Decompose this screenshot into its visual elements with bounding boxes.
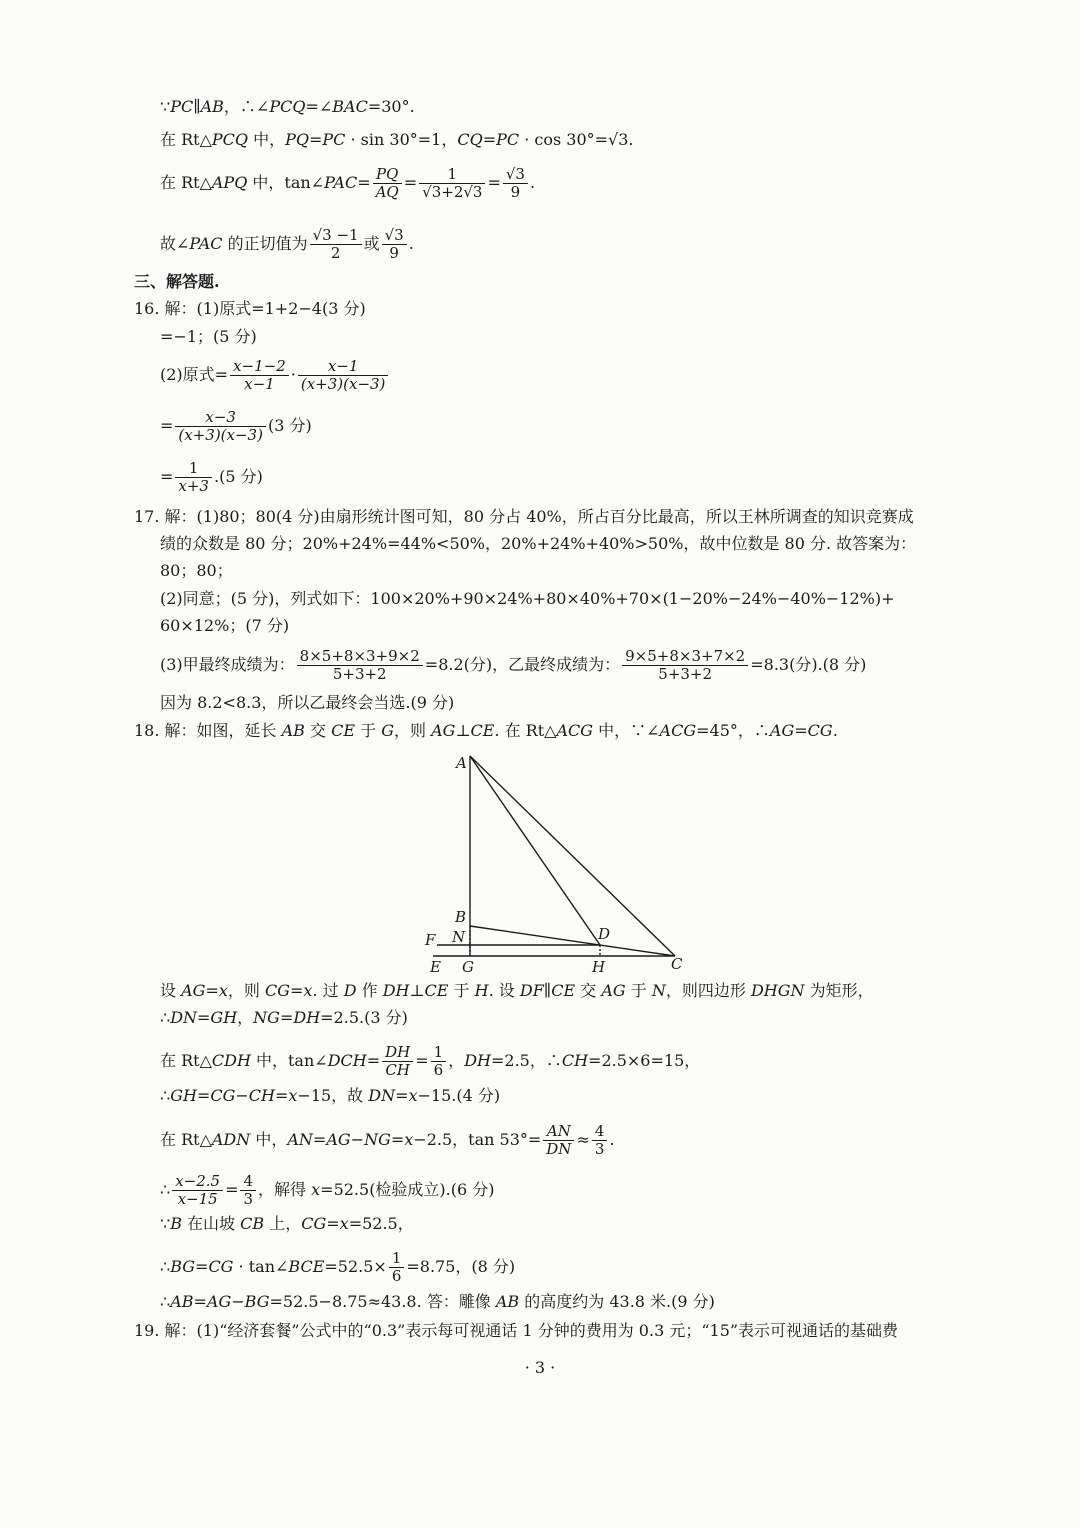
fraction	[431, 1044, 447, 1079]
text: CE	[331, 721, 356, 740]
text: ，则	[227, 981, 265, 1000]
text: AB	[281, 721, 305, 740]
denominator: 3	[594, 1140, 605, 1158]
text: =	[482, 130, 497, 149]
fraction	[419, 166, 485, 201]
text-line	[160, 227, 414, 262]
text: B	[170, 1214, 182, 1233]
text: =8.75，(8 分)	[406, 1257, 516, 1276]
denominator: 6	[391, 1267, 402, 1285]
numerator: 8×5+8×3+9×2	[297, 648, 423, 666]
text: =	[312, 1130, 327, 1149]
text: =	[225, 1180, 239, 1199]
fraction	[382, 1044, 413, 1079]
text: =52.5−8.75≈43.8. 答：雕像	[269, 1292, 496, 1311]
text: AB	[170, 1292, 194, 1311]
text: 的正切值为	[222, 234, 308, 253]
text: .	[832, 721, 838, 740]
text: =8.3(分).(8 分)	[750, 655, 867, 674]
text: · cos 30°=√3.	[519, 130, 634, 149]
denominator: CH	[385, 1061, 410, 1079]
text: 于	[448, 981, 475, 1000]
text: 作	[356, 981, 383, 1000]
numerator: AN	[543, 1123, 574, 1141]
text: ，解得	[258, 1180, 312, 1199]
text: ∴	[160, 1292, 171, 1311]
text: 故∠	[160, 234, 190, 253]
denominator: (x+3)(x−3)	[178, 426, 263, 444]
text-line: 16. 解：(1)原式=1+2−4(3 分)	[134, 299, 366, 318]
text: 交	[575, 981, 602, 1000]
geometry-figure	[415, 748, 695, 980]
text: ∴	[160, 1086, 171, 1105]
text: CG	[208, 1257, 234, 1276]
text: =	[205, 981, 219, 1000]
text: CQ	[457, 130, 483, 149]
numerator: 1	[389, 1250, 405, 1268]
text: G	[381, 721, 395, 740]
text: =	[403, 173, 418, 192]
text: =52.5×	[324, 1257, 387, 1276]
text: 中，tan∠	[250, 1051, 328, 1070]
text: ，∴∠	[223, 97, 270, 116]
text-line: 80；80；	[160, 561, 233, 580]
text: 上，	[264, 1214, 302, 1233]
denominator: x−1	[244, 375, 275, 393]
numerator: 9×5+8×3+7×2	[622, 648, 748, 666]
text: 在山坡	[181, 1214, 241, 1233]
numerator: 4	[240, 1173, 256, 1191]
fraction	[240, 1173, 256, 1208]
text: 于	[355, 721, 382, 740]
text: ·	[290, 365, 296, 384]
text: x	[404, 1130, 414, 1149]
text: DH	[464, 1051, 491, 1070]
label-G: G	[462, 958, 474, 976]
text: DF∥CE	[519, 981, 576, 1000]
denominator: 5+3+2	[332, 665, 387, 683]
text: AG	[206, 1292, 232, 1311]
text: (3 分)	[267, 416, 312, 435]
numerator: DH	[382, 1044, 413, 1062]
label-N: N	[452, 928, 466, 946]
text-line	[160, 980, 874, 1002]
page-number: · 3 ·	[524, 1358, 556, 1377]
text: =2.5，∴	[490, 1051, 562, 1070]
denominator: 3	[243, 1190, 254, 1208]
text: =	[794, 721, 808, 740]
text: ∴	[160, 1180, 171, 1199]
text: .	[529, 173, 536, 192]
text: AG	[326, 1130, 351, 1149]
text: .	[408, 234, 414, 253]
text: =	[160, 416, 174, 435]
text-line: 60×12%；(7 分)	[160, 616, 290, 635]
text: PCQ	[211, 130, 248, 149]
text: (2)原式=	[160, 365, 229, 384]
denominator: 9	[389, 244, 399, 262]
text: DN	[170, 1008, 198, 1027]
fraction	[175, 460, 212, 495]
text-line: 17. 解：(1)80；80(4 分)由扇形统计图可知，80 分占 40%，所占百分比最高，所以王林所调查的知识竞赛成	[134, 507, 914, 526]
text-line	[160, 1123, 614, 1158]
text: CG	[807, 721, 833, 740]
text: ∵	[160, 97, 171, 116]
denominator: (x+3)(x−3)	[300, 375, 386, 393]
label-D: D	[598, 925, 611, 943]
text: +2√3	[441, 183, 483, 201]
numerator: x−2.5	[172, 1173, 223, 1191]
text: =45°，∴	[696, 721, 770, 740]
text: DN	[368, 1086, 396, 1105]
text: ∴	[160, 1257, 171, 1276]
text: CB	[240, 1214, 265, 1233]
text: DHGN	[750, 981, 805, 1000]
text: −15.(4 分)	[417, 1086, 501, 1105]
text: CH	[248, 1086, 275, 1105]
text: =	[193, 1292, 207, 1311]
numerator: √3 −1	[310, 227, 362, 245]
text: x	[288, 1086, 298, 1105]
text: =	[160, 467, 174, 486]
numerator: √3	[503, 166, 528, 184]
text-line	[160, 1213, 414, 1235]
text-line	[160, 648, 866, 683]
text: x	[218, 981, 228, 1000]
text: PAC	[189, 234, 223, 253]
text: =	[196, 1086, 211, 1105]
fraction	[382, 227, 407, 262]
text: 18. 解：如图，延长	[134, 721, 282, 740]
text: 交	[304, 721, 332, 740]
numerator: 4	[592, 1123, 608, 1141]
text: 在 Rt△	[160, 173, 212, 192]
text-line: 绩的众数是 80 分；20%+24%=44%<50%，20%+24%+40%>50%，故中位数是 80 分. 故答案为：	[160, 534, 917, 553]
denominator: 2	[330, 244, 341, 262]
text: PCQ	[269, 97, 306, 116]
text: CG	[264, 981, 290, 1000]
text: . 在 Rt△	[494, 721, 557, 740]
segment-AC	[470, 756, 675, 956]
numerator: √3	[382, 227, 407, 245]
text: 或	[363, 234, 380, 253]
text: =	[290, 981, 304, 1000]
text: =2.5×6=15，	[588, 1051, 701, 1070]
text: =2.5.(3 分)	[320, 1008, 408, 1027]
text: .(5 分)	[213, 467, 263, 486]
denominator: AQ	[375, 183, 399, 201]
numerator: PQ	[373, 166, 402, 184]
text: ，则	[394, 721, 432, 740]
text-line	[160, 1085, 500, 1107]
text: D	[343, 981, 357, 1000]
text: 在 Rt△	[160, 1130, 212, 1149]
text: PC	[496, 130, 520, 149]
label-B: B	[455, 908, 467, 926]
text: =	[487, 173, 501, 192]
text: 设	[160, 981, 182, 1000]
text-line	[160, 1173, 495, 1208]
label-A: A	[456, 754, 467, 772]
text: BG	[244, 1292, 270, 1311]
fraction	[389, 1250, 405, 1285]
text: AG⊥CE	[431, 721, 495, 740]
text: PQ	[285, 130, 309, 149]
text: AG	[601, 981, 626, 1000]
text: BCE	[288, 1257, 325, 1276]
fraction	[503, 166, 528, 201]
text: ，	[237, 1008, 254, 1027]
denominator: 9	[510, 183, 521, 201]
denominator: 6	[433, 1061, 444, 1079]
text: GH	[210, 1008, 238, 1027]
text: ∴	[160, 1008, 171, 1027]
text: x	[339, 1214, 349, 1233]
text: .	[609, 1130, 615, 1149]
text-line: 19. 解：(1)“经济套餐”公式中的“0.3”表示每可视通话 1 分钟的费用为 0.3 元；“15”表示可视通话的基础费	[134, 1321, 899, 1340]
text: CDH	[211, 1051, 251, 1070]
fraction	[230, 358, 289, 393]
fraction	[297, 648, 423, 683]
text-line	[160, 1044, 700, 1079]
text: =	[274, 1086, 289, 1105]
section-heading: 三、解答题.	[134, 272, 220, 291]
text: 为矩形，	[804, 981, 874, 1000]
text-line	[160, 1250, 515, 1285]
text: =30°.	[367, 97, 415, 116]
text: ≈	[576, 1130, 590, 1149]
denominator: DN	[546, 1140, 572, 1158]
text-line	[160, 166, 535, 201]
text: AN	[287, 1130, 313, 1149]
text-line	[160, 1007, 408, 1029]
text: CG	[210, 1086, 236, 1105]
text-line	[160, 129, 634, 151]
text: . 过	[312, 981, 344, 1000]
text: BAC	[332, 97, 368, 116]
text: CG	[301, 1214, 327, 1233]
denominator: x+3	[178, 477, 209, 495]
text: ，则四边形	[665, 981, 751, 1000]
text: =	[357, 173, 371, 192]
text-line: =−1；(5 分)	[160, 327, 257, 346]
text: =	[197, 1008, 211, 1027]
text: x	[408, 1086, 418, 1105]
text: · sin 30°=1，	[345, 130, 458, 149]
text: =	[395, 1086, 409, 1105]
text: PC∥AB	[170, 97, 224, 116]
text: √3	[422, 183, 442, 201]
label-E: E	[430, 958, 441, 976]
numerator: 1	[175, 460, 212, 478]
text: 中，tan∠	[247, 173, 325, 192]
text: ，	[448, 1051, 465, 1070]
numerator: x−1−2	[230, 358, 289, 376]
text: DCH	[327, 1051, 367, 1070]
text-line: (2)同意；(5 分)，列式如下：100×20%+90×24%+80×40%+70×(1−20%−24%−40%−12%)+	[160, 589, 895, 608]
text: =52.5，	[348, 1214, 414, 1233]
text: . 设	[488, 981, 520, 1000]
fraction	[373, 166, 402, 201]
text-line	[160, 358, 390, 393]
text: ACG	[659, 721, 697, 740]
denominator: x−15	[177, 1190, 218, 1208]
text: DH	[293, 1008, 321, 1027]
text: 中，	[250, 1130, 288, 1149]
text: =	[308, 130, 323, 149]
text: −2.5，tan 53°=	[413, 1130, 542, 1149]
text: 在 Rt△	[160, 130, 212, 149]
text: PAC	[324, 173, 358, 192]
text: AG	[181, 981, 206, 1000]
fraction	[298, 358, 389, 393]
text-line	[160, 460, 263, 495]
text: PC	[322, 130, 346, 149]
text: 中，∵∠	[593, 721, 660, 740]
text: H	[474, 981, 489, 1000]
text: =	[366, 1051, 381, 1070]
text: −15，故	[297, 1086, 369, 1105]
text-line: 因为 8.2<8.3，所以乙最终会当选.(9 分)	[160, 693, 455, 712]
text: ADN	[211, 1130, 251, 1149]
fraction	[543, 1123, 574, 1158]
text: (3)甲最终成绩为：	[160, 655, 295, 674]
fraction	[310, 227, 362, 262]
numerator: x−1	[298, 358, 389, 376]
fraction	[622, 648, 748, 683]
text: · tan∠	[233, 1257, 289, 1276]
text: 中，	[248, 130, 286, 149]
text-line	[160, 96, 415, 118]
text: AG	[769, 721, 795, 740]
label-F: F	[425, 931, 436, 949]
text-line	[134, 720, 838, 742]
text: =	[415, 1051, 429, 1070]
text: BG	[170, 1257, 196, 1276]
text: CH	[561, 1051, 589, 1070]
text: AB	[495, 1292, 520, 1311]
text: 的高度约为 43.8 米.(9 分)	[519, 1292, 715, 1311]
text: 在 Rt△	[160, 1051, 212, 1070]
segment-AD	[470, 756, 600, 945]
text: −	[231, 1292, 245, 1311]
segment-BC	[470, 926, 675, 956]
text: x	[303, 981, 313, 1000]
text: =	[326, 1214, 340, 1233]
text: x	[311, 1180, 321, 1199]
fraction	[175, 409, 266, 444]
text: =∠	[305, 97, 333, 116]
fraction	[592, 1123, 608, 1158]
text: NG	[364, 1130, 391, 1149]
fraction	[172, 1173, 223, 1208]
text: APQ	[211, 173, 248, 192]
text: =	[390, 1130, 405, 1149]
numerator: 1	[419, 166, 485, 184]
numerator: x−3	[175, 409, 266, 427]
text: ACG	[556, 721, 594, 740]
text: ∵	[160, 1214, 171, 1233]
text: N	[651, 981, 666, 1000]
text: 于	[625, 981, 652, 1000]
label-C: C	[671, 955, 683, 973]
text: −	[235, 1086, 249, 1105]
text: GH	[170, 1086, 197, 1105]
text: DH⊥CE	[382, 981, 449, 1000]
text: =	[279, 1008, 294, 1027]
denominator	[419, 184, 485, 201]
label-H: H	[592, 958, 606, 976]
numerator: 1	[431, 1044, 447, 1062]
text-line	[160, 409, 312, 444]
text: −	[350, 1130, 365, 1149]
denominator: 5+3+2	[658, 665, 713, 683]
text: =	[195, 1257, 209, 1276]
text-line	[160, 1291, 715, 1313]
text: NG	[253, 1008, 280, 1027]
text: =52.5(检验成立).(6 分)	[320, 1180, 495, 1199]
text: =8.2(分)，乙最终成绩为：	[424, 655, 621, 674]
